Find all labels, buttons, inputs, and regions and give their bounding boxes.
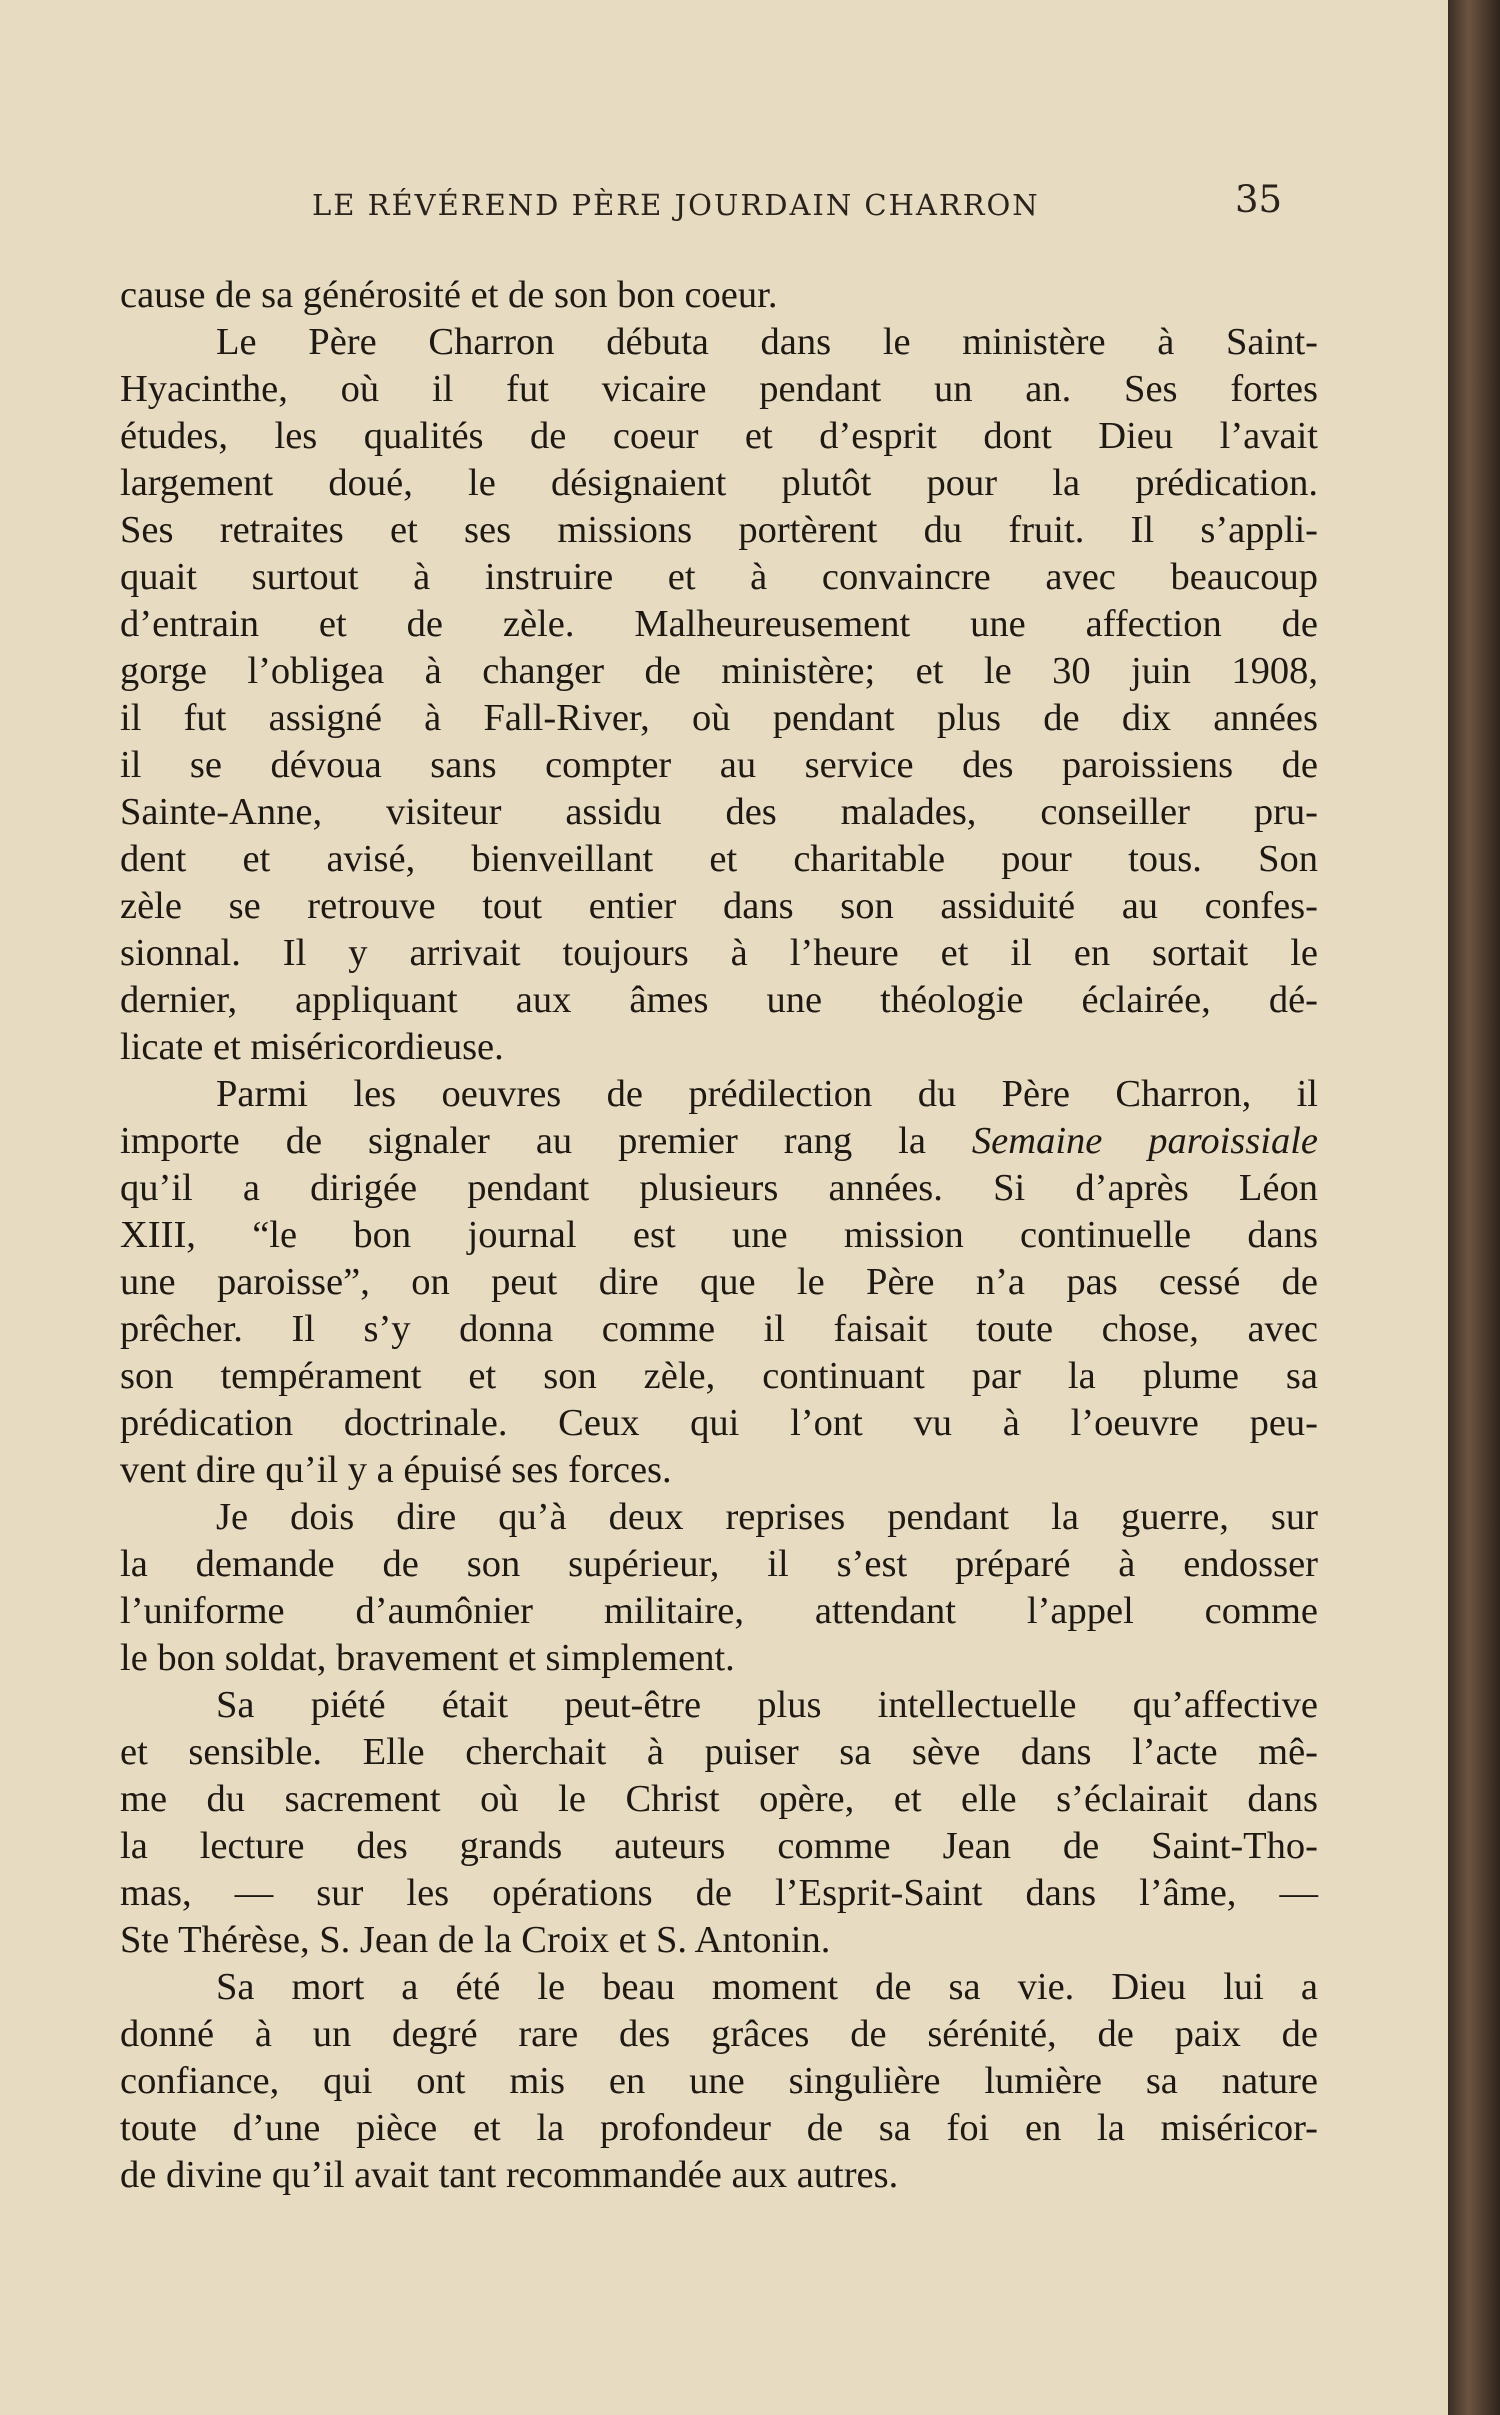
text-line: Ste Thérèse, S. Jean de la Croix et S. Antonin.	[120, 1919, 831, 1961]
paragraph-semaine	[120, 1071, 1318, 1494]
body-text	[120, 272, 1318, 2199]
text-line: Je dois dire qu’à deux reprises pendant la guerre, sur	[216, 1496, 1318, 1538]
text-line: confiance, qui ont mis en une singulière lumière sa nature	[120, 2060, 1318, 2102]
text-line: prédication doctrinale. Ceux qui l’ont vu à l’oeuvre peu-	[120, 1402, 1318, 1444]
paragraph-continuation	[120, 272, 1318, 319]
paragraph-war	[120, 1494, 1318, 1682]
text-line-with-italic	[120, 1118, 1318, 1165]
text-line: gorge l’obligea à changer de ministère; et le 30 juin 1908,	[120, 650, 1318, 692]
text-line: Hyacinthe, où il fut vicaire pendant un an. Ses fortes	[120, 368, 1318, 410]
paragraph-death	[120, 1964, 1318, 2199]
text-fragment: importe de signaler au premier rang la	[120, 1120, 972, 1162]
text-line: l’uniforme d’aumônier militaire, attendant l’appel comme	[120, 1590, 1318, 1632]
text-line: toute d’une pièce et la profondeur de sa foi en la miséricor-	[120, 2107, 1318, 2149]
text-line: largement doué, le désignaient plutôt pour la prédication.	[120, 462, 1318, 504]
text-line: licate et miséricordieuse.	[120, 1026, 504, 1068]
text-line: quait surtout à instruire et à convaincre avec beaucoup	[120, 556, 1318, 598]
text-line: il se dévoua sans compter au service des paroissiens de	[120, 744, 1318, 786]
text-line: Sainte-Anne, visiteur assidu des malades, conseiller pru-	[120, 791, 1318, 833]
text-line: XIII, “le bon journal est une mission continuelle dans	[120, 1214, 1318, 1256]
text-line: vent dire qu’il y a épuisé ses forces.	[120, 1449, 672, 1491]
text-line: d’entrain et de zèle. Malheureusement une affection de	[120, 603, 1318, 645]
text-line: il fut assigné à Fall-River, où pendant plus de dix années	[120, 697, 1318, 739]
text-line: donné à un degré rare des grâces de sérénité, de paix de	[120, 2013, 1318, 2055]
text-line: sionnal. Il y arrivait toujours à l’heure et il en sortait le	[120, 932, 1318, 974]
text-line: prêcher. Il s’y donna comme il faisait toute chose, avec	[120, 1308, 1318, 1350]
text-line: de divine qu’il avait tant recommandée aux autres.	[120, 2154, 899, 2196]
text-line: une paroisse”, on peut dire que le Père n’a pas cessé de	[120, 1261, 1318, 1303]
text-line: Parmi les oeuvres de prédilection du Père Charron, il	[216, 1073, 1318, 1115]
text-line: et sensible. Elle cherchait à puiser sa sève dans l’acte mê-	[120, 1731, 1318, 1773]
text-line: études, les qualités de coeur et d’esprit dont Dieu l’avait	[120, 415, 1318, 457]
text-line: Sa mort a été le beau moment de sa vie. Dieu lui a	[216, 1966, 1318, 2008]
book-binding-edge	[1448, 0, 1500, 2415]
text-line: me du sacrement où le Christ opère, et elle s’éclairait dans	[120, 1778, 1318, 1820]
paragraph-piety	[120, 1682, 1318, 1964]
text-line: Ses retraites et ses missions portèrent du fruit. Il s’appli-	[120, 509, 1318, 551]
text-line: la lecture des grands auteurs comme Jean de Saint-Tho-	[120, 1825, 1318, 1867]
text-line: dernier, appliquant aux âmes une théologie éclairée, dé-	[120, 979, 1318, 1021]
text-line: dent et avisé, bienveillant et charitable pour tous. Son	[120, 838, 1318, 880]
text-line: zèle se retrouve tout entier dans son assiduité au confes-	[120, 885, 1318, 927]
text-line: le bon soldat, bravement et simplement.	[120, 1637, 735, 1679]
paragraph-ministry	[120, 319, 1318, 1071]
text-line: cause de sa générosité et de son bon coeur.	[120, 274, 778, 316]
italic-title: Semaine paroissiale	[971, 1120, 1319, 1162]
page-number: 35	[1235, 178, 1283, 221]
page-header	[0, 178, 1448, 238]
text-line: mas, — sur les opérations de l’Esprit-Saint dans l’âme, —	[120, 1872, 1318, 1914]
text-line: Sa piété était peut-être plus intellectuelle qu’affective	[216, 1684, 1318, 1726]
text-line: Le Père Charron débuta dans le ministère à Saint-	[216, 321, 1318, 363]
running-head: LE RÉVÉREND PÈRE JOURDAIN CHARRON	[312, 188, 1040, 222]
text-line: son tempérament et son zèle, continuant par la plume sa	[120, 1355, 1318, 1397]
text-line: la demande de son supérieur, il s’est préparé à endosser	[120, 1543, 1318, 1585]
text-line: qu’il a dirigée pendant plusieurs années. Si d’après Léon	[120, 1167, 1318, 1209]
